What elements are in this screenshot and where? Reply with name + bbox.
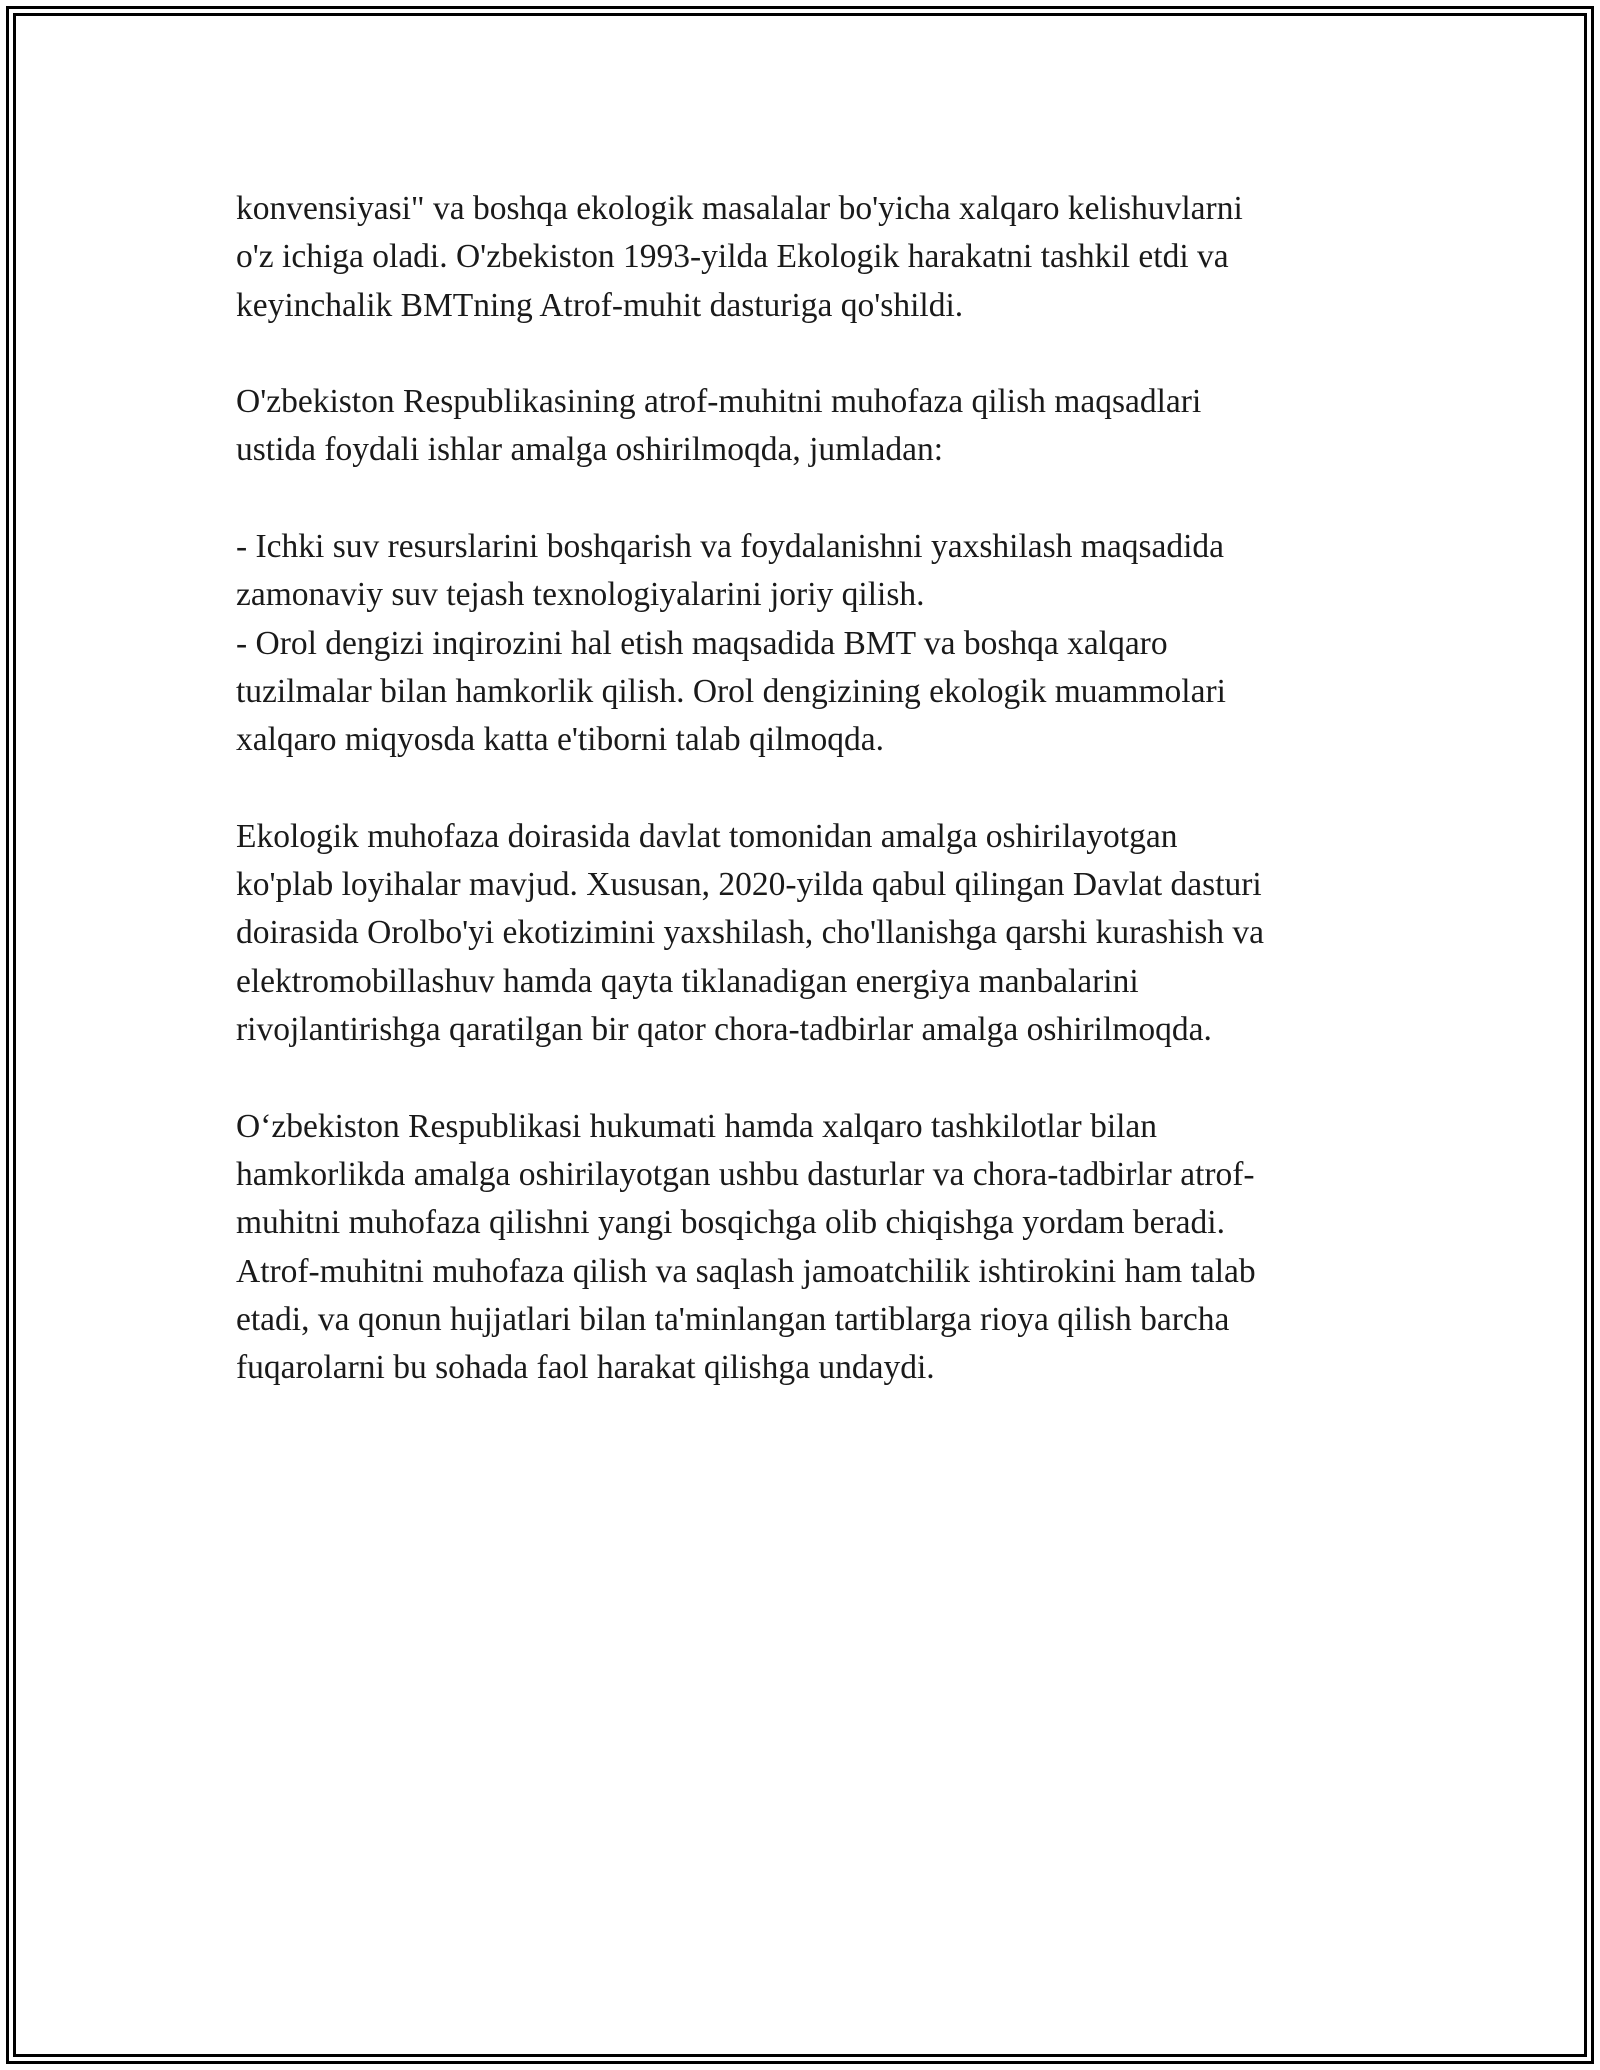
document-body (236, 185, 1386, 1441)
paragraph-goals-intro: O'zbekiston Respublikasining atrof-muhitni muhofaza qilish maqsadlari ustida foydali ishlar amalga oshirilmoqda, jumladan: (236, 383, 1202, 469)
list-item-aral-sea: - Orol dengizi inqirozini hal etish maqsadida BMT va boshqa xalqaro tuzilmalar bilan hamkorlik qilish. Orol dengizining ekologik muammolari xalqaro miqyosda katta e'tiborni talab qilmoqda. (236, 624, 1226, 759)
paragraph-state-projects: Ekologik muhofaza doirasida davlat tomonidan amalga oshirilayotgan ko'plab loyihalar mavjud. Xususan, 2020-yilda qabul qilingan Davlat dasturi doirasida Orolbo'yi ekotizimini yaxshilash, cho'llanishga qarshi kurashish va elektromobillashuv hamda qayta tiklanadigan energiya manbalarini rivojlantirishga qaratilgan bir qator chora-tadbirlar amalga oshirilmoqda. (236, 817, 1265, 1049)
paragraph-government-cooperation: O‘zbekiston Respublikasi hukumati hamda xalqaro tashkilotlar bilan hamkorlikda amalga oshirilayotgan ushbu dasturlar va chora-tadbirlar atrof- muhitni muhofaza qilishni yangi bosqichga olib chiqishga yordam beradi. Atrof-muhitni muhofaza qilish va saqlash jamoatchilik ishtirokini ham talab etadi, va qonun hujjatlari bilan ta'minlangan tartiblarga rioya qilish barcha fuqarolarni bu sohada faol harakat qilishga undaydi. (236, 1107, 1256, 1387)
paragraph-conventions: konvensiyasi" va boshqa ekologik masalalar bo'yicha xalqaro kelishuvlarni o'z ichiga oladi. O'zbekiston 1993-yilda Ekologik harakatni tashkil etdi va keyinchalik BMTning Atrof-muhit dasturiga qo'shildi. (236, 190, 1243, 324)
list-item-water-resources: - Ichki suv resurslarini boshqarish va foydalanishni yaxshilash maqsadida zamonaviy suv tejash texnologiyalarini joriy qilish. (236, 528, 1225, 614)
